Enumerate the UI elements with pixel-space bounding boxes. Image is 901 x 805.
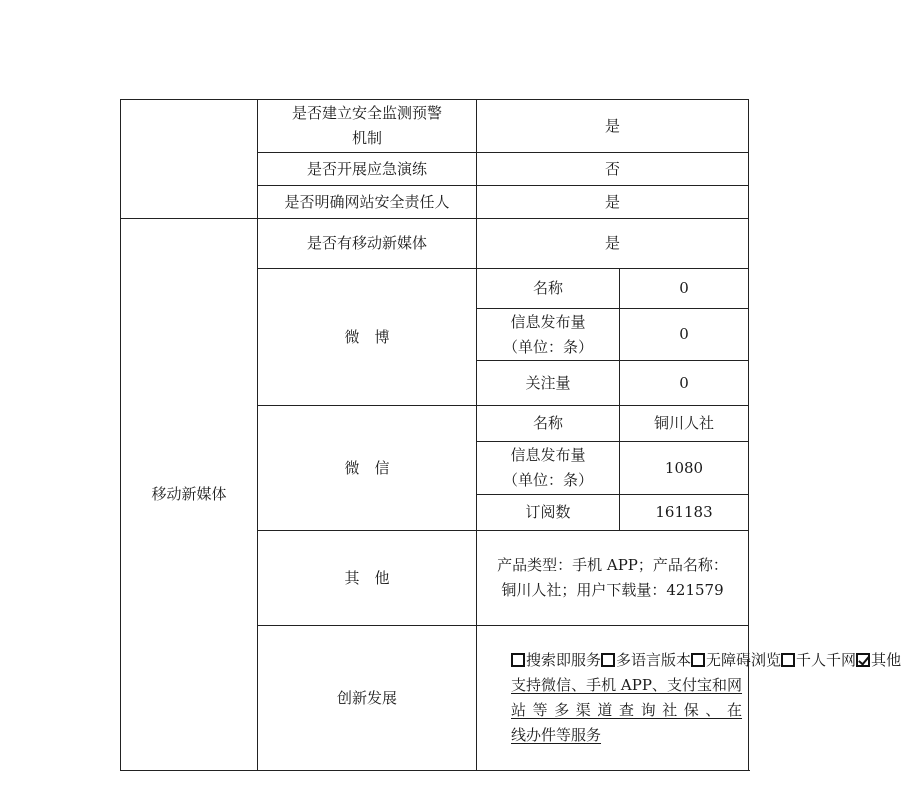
monitoring-label: 是否建立安全监测预警 机制: [258, 100, 477, 153]
weibo-followers-label: 关注量: [477, 361, 620, 406]
responsible-value: 是: [477, 186, 749, 219]
option-accessibility[interactable]: 无障碍浏览: [691, 651, 781, 669]
option-multilingual[interactable]: 多语言版本: [601, 651, 691, 669]
wechat-label: 微 信: [258, 406, 477, 531]
option-search-as-service[interactable]: 搜索即服务: [511, 651, 601, 669]
weibo-name-label: 名称: [477, 269, 620, 309]
statistics-table: [120, 99, 901, 771]
option-other[interactable]: 其他: [856, 651, 901, 669]
checkbox-icon[interactable]: [511, 653, 525, 667]
weibo-name-value: 0: [620, 269, 749, 309]
other-label: 其 他: [258, 531, 477, 626]
other-value: 产品类型：手机 APP；产品名称： 铜川人社；用户下载量：421579: [477, 531, 749, 626]
checkbox-icon[interactable]: [781, 653, 795, 667]
mobile-section-label: 移动新媒体: [121, 219, 258, 771]
wechat-posts-value: 1080: [620, 442, 749, 495]
row-has-mobile: [121, 219, 749, 269]
wechat-posts-label: 信息发布量 （单位：条）: [477, 442, 620, 495]
innovation-content: [477, 626, 901, 771]
innovation-other-line2: 线办件等服务: [511, 726, 602, 744]
security-section-cell: [121, 100, 258, 219]
innovation-other-line1: 支持微信、手机 APP、支付宝和网站等多渠道查询社保、在: [511, 676, 743, 719]
checkbox-icon[interactable]: [691, 653, 705, 667]
innovation-label: 创新发展: [258, 626, 477, 771]
option-personalized[interactable]: 千人千网: [781, 651, 856, 669]
innovation-options: [511, 648, 901, 673]
drill-value: 否: [477, 153, 749, 186]
monitoring-value: 是: [477, 100, 749, 153]
wechat-name-label: 名称: [477, 406, 620, 442]
weibo-posts-value: 0: [620, 309, 749, 361]
weibo-label: 微 博: [258, 269, 477, 406]
checkbox-icon[interactable]: [601, 653, 615, 667]
weibo-posts-label: 信息发布量 （单位：条）: [477, 309, 620, 361]
drill-label: 是否开展应急演练: [258, 153, 477, 186]
has-mobile-value: 是: [477, 219, 749, 269]
checkbox-checked-icon[interactable]: [856, 653, 870, 667]
wechat-name-value: 铜川人社: [620, 406, 749, 442]
has-mobile-label: 是否有移动新媒体: [258, 219, 477, 269]
row-monitoring: [121, 100, 749, 153]
wechat-subs-value: 161183: [620, 495, 749, 531]
responsible-label: 是否明确网站安全责任人: [258, 186, 477, 219]
wechat-subs-label: 订阅数: [477, 495, 620, 531]
weibo-followers-value: 0: [620, 361, 749, 406]
